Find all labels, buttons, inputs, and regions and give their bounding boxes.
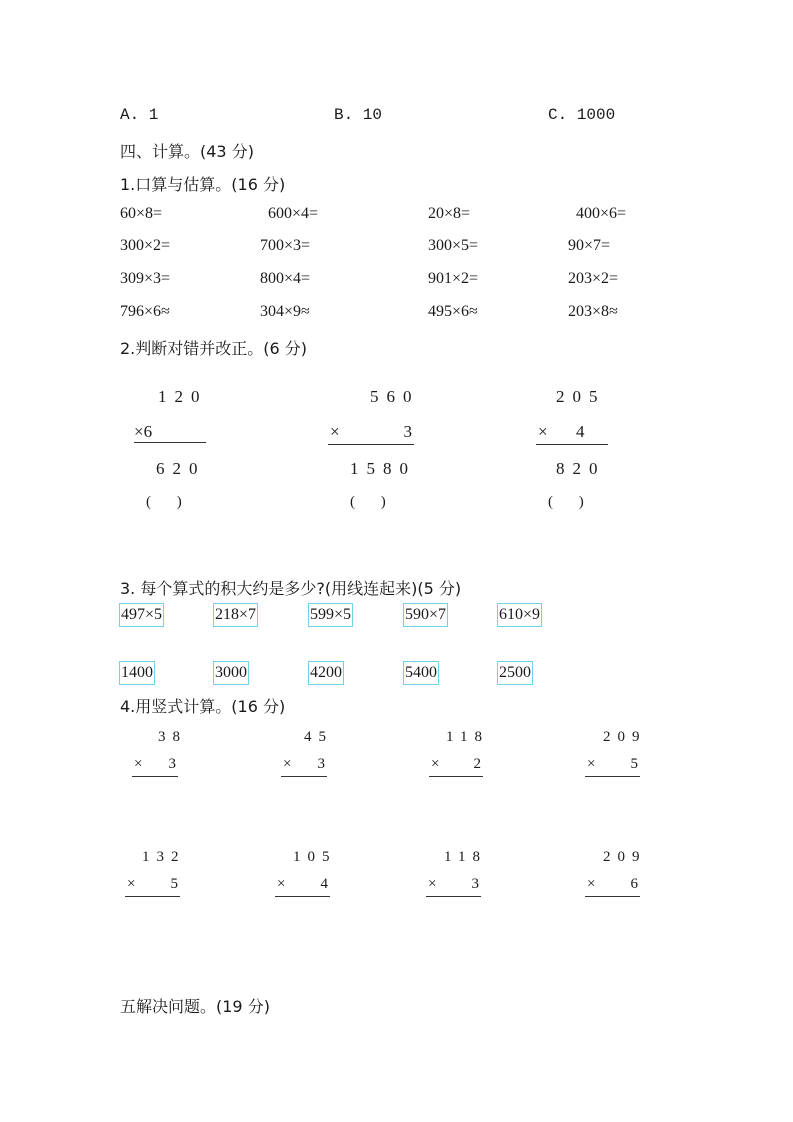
q4-operator-line	[281, 756, 327, 777]
q1-cell: 600×4=	[268, 205, 319, 222]
q2-p2-answer-blank: ( )	[350, 494, 386, 510]
q4-multiplier: 3	[168, 756, 176, 772]
q4-operator-line	[132, 756, 178, 777]
q3-answer[interactable]: 1400	[119, 661, 155, 685]
q3-answer[interactable]: 4200	[308, 661, 344, 685]
q4-operator-line	[585, 756, 640, 777]
q1-cell: 901×2=	[428, 270, 479, 287]
option-b: B. 10	[334, 106, 383, 124]
q4-operator-line	[125, 876, 180, 897]
times-sign: ×	[587, 756, 596, 772]
q1-cell: 90×7=	[568, 237, 611, 254]
section-4-title: 四、计算。(43 分)	[120, 142, 254, 161]
option-c: C. 1000	[548, 106, 616, 124]
q1-cell: 495×6≈	[428, 303, 478, 320]
q4-operator-line	[429, 756, 483, 777]
q1-cell: 203×2=	[568, 270, 619, 287]
q4-multiplier: 4	[320, 876, 328, 892]
q2-p1-operator: ×6	[134, 422, 206, 443]
q4-title: 4.用竖式计算。(16 分)	[120, 697, 286, 716]
times-sign: ×	[127, 876, 136, 892]
q4-operator-line	[585, 876, 640, 897]
q4-top-number: 209	[603, 729, 647, 745]
q4-multiplier: 5	[170, 876, 178, 892]
times-sign: ×	[283, 756, 292, 772]
times-sign: ×	[277, 876, 286, 892]
q1-cell: 400×6=	[576, 205, 627, 222]
q3-expression[interactable]: 610×9	[497, 603, 542, 627]
q2-p1-answer-blank: ( )	[146, 494, 182, 510]
q2-p2-operator-line	[328, 422, 414, 445]
q2-p1-bottom: 620	[156, 459, 206, 478]
q3-answer[interactable]: 5400	[403, 661, 439, 685]
q3-title: 3. 每个算式的积大约是多少?(用线连起来)(5 分)	[120, 579, 462, 598]
q4-multiplier: 3	[471, 876, 479, 892]
q1-cell: 796×6≈	[120, 303, 170, 320]
q1-cell: 300×5=	[428, 237, 479, 254]
q2-p3-bottom: 820	[556, 459, 606, 478]
q3-expression[interactable]: 497×5	[119, 603, 164, 627]
q2-p1-top: 120	[158, 387, 208, 406]
q1-cell: 300×2=	[120, 237, 171, 254]
q1-cell: 203×8≈	[568, 303, 618, 320]
times-sign: ×	[330, 422, 340, 441]
q3-expression[interactable]: 218×7	[213, 603, 258, 627]
q4-top-number: 105	[293, 849, 337, 865]
q4-top-number: 132	[142, 849, 186, 865]
times-sign: ×	[134, 756, 143, 772]
times-sign: ×	[431, 756, 440, 772]
q2-p3-top: 205	[556, 387, 606, 406]
q1-cell: 800×4=	[260, 270, 311, 287]
q1-cell: 304×9≈	[260, 303, 310, 320]
q4-top-number: 45	[304, 729, 333, 745]
q4-top-number: 38	[158, 729, 187, 745]
q2-p3-answer-blank: ( )	[548, 494, 584, 510]
times-sign: ×	[538, 422, 548, 441]
q4-top-number: 118	[446, 729, 489, 745]
q3-answer[interactable]: 2500	[497, 661, 533, 685]
q1-cell: 20×8=	[428, 205, 471, 222]
q1-title: 1.口算与估算。(16 分)	[120, 175, 286, 194]
q2-p2-bottom: 1580	[350, 459, 416, 478]
q4-multiplier: 3	[317, 756, 325, 772]
q2-title: 2.判断对错并改正。(6 分)	[120, 339, 308, 358]
option-a: A. 1	[120, 106, 159, 124]
times-sign: ×	[587, 876, 596, 892]
q4-top-number: 118	[444, 849, 487, 865]
q3-answer[interactable]: 3000	[213, 661, 249, 685]
q3-expression[interactable]: 590×7	[403, 603, 448, 627]
q4-top-number: 209	[603, 849, 647, 865]
q1-cell: 309×3=	[120, 270, 171, 287]
q4-operator-line	[426, 876, 481, 897]
q4-multiplier: 2	[473, 756, 481, 772]
times-sign: ×	[428, 876, 437, 892]
q4-operator-line	[275, 876, 330, 897]
q4-multiplier: 6	[630, 876, 638, 892]
q2-p2-top: 560	[370, 387, 420, 406]
q2-p3-operator-line	[536, 422, 608, 445]
q4-multiplier: 5	[630, 756, 638, 772]
q2-p3-multiplier: 4	[576, 422, 585, 441]
q3-expression[interactable]: 599×5	[308, 603, 353, 627]
q1-cell: 700×3=	[260, 237, 311, 254]
section-5-title: 五解决问题。(19 分)	[120, 997, 270, 1016]
q2-p2-multiplier: 3	[403, 422, 412, 441]
q1-cell: 60×8=	[120, 205, 163, 222]
